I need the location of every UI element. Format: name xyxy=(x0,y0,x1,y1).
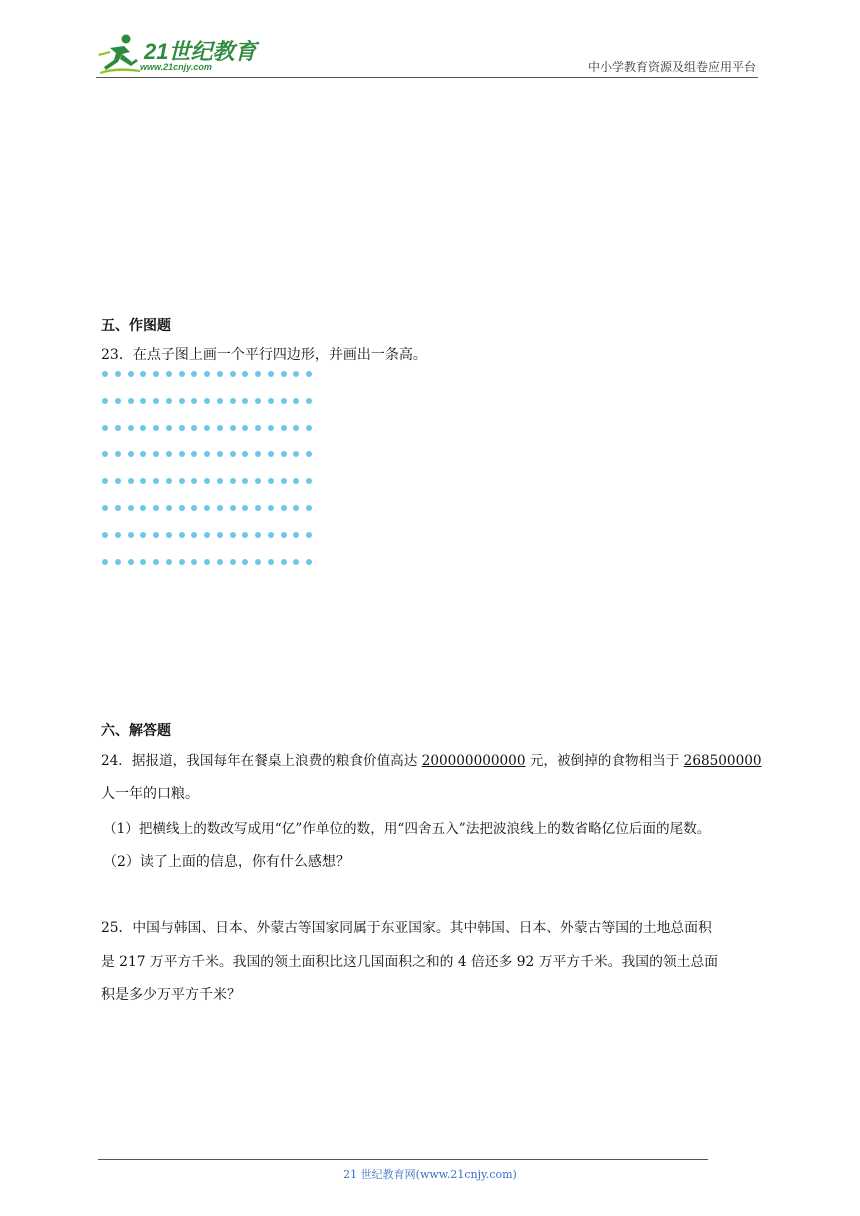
grid-dot[interactable] xyxy=(140,532,146,538)
grid-dot[interactable] xyxy=(293,505,299,511)
grid-dot[interactable] xyxy=(115,371,121,377)
grid-dot[interactable] xyxy=(115,451,121,457)
grid-dot[interactable] xyxy=(255,532,261,538)
grid-dot[interactable] xyxy=(191,425,197,431)
grid-dot[interactable] xyxy=(306,398,312,404)
grid-dot[interactable] xyxy=(115,559,121,565)
grid-dot[interactable] xyxy=(140,371,146,377)
grid-dot[interactable] xyxy=(217,532,223,538)
header-divider xyxy=(96,77,758,78)
grid-dot[interactable] xyxy=(128,478,134,484)
grid-dot[interactable] xyxy=(268,505,274,511)
wavy-underlined-number: 268500000 xyxy=(683,753,762,769)
grid-dot[interactable] xyxy=(102,371,108,377)
grid-dot[interactable] xyxy=(128,398,134,404)
grid-dot[interactable] xyxy=(268,451,274,457)
grid-dot[interactable] xyxy=(166,425,172,431)
grid-dot[interactable] xyxy=(306,371,312,377)
grid-dot[interactable] xyxy=(128,505,134,511)
grid-dot[interactable] xyxy=(217,505,223,511)
grid-dot[interactable] xyxy=(204,505,210,511)
grid-dot[interactable] xyxy=(217,478,223,484)
grid-dot[interactable] xyxy=(166,398,172,404)
grid-dot[interactable] xyxy=(242,425,248,431)
grid-dot[interactable] xyxy=(281,398,287,404)
grid-dot[interactable] xyxy=(268,559,274,565)
grid-dot[interactable] xyxy=(128,559,134,565)
grid-dot[interactable] xyxy=(140,425,146,431)
grid-dot[interactable] xyxy=(217,398,223,404)
question-24-line1 xyxy=(101,749,762,769)
grid-dot[interactable] xyxy=(230,451,236,457)
grid-dot[interactable] xyxy=(166,532,172,538)
grid-dot[interactable] xyxy=(179,478,185,484)
grid-dot[interactable] xyxy=(217,559,223,565)
grid-dot[interactable] xyxy=(281,505,287,511)
grid-dot[interactable] xyxy=(140,478,146,484)
logo-url: www.21cnjy.com xyxy=(140,62,212,72)
grid-dot[interactable] xyxy=(115,398,121,404)
grid-dot[interactable] xyxy=(153,425,159,431)
grid-dot[interactable] xyxy=(140,505,146,511)
grid-dot[interactable] xyxy=(293,559,299,565)
grid-dot[interactable] xyxy=(217,451,223,457)
grid-dot[interactable] xyxy=(293,532,299,538)
grid-dot[interactable] xyxy=(191,505,197,511)
grid-dot[interactable] xyxy=(102,425,108,431)
grid-dot[interactable] xyxy=(153,532,159,538)
grid-dot[interactable] xyxy=(230,559,236,565)
grid-dot[interactable] xyxy=(306,478,312,484)
grid-dot[interactable] xyxy=(255,398,261,404)
grid-dot[interactable] xyxy=(255,425,261,431)
grid-dot[interactable] xyxy=(242,371,248,377)
grid-dot[interactable] xyxy=(242,505,248,511)
grid-dot[interactable] xyxy=(115,478,121,484)
grid-dot[interactable] xyxy=(102,559,108,565)
underlined-number: 200000000000 xyxy=(421,753,526,769)
grid-dot[interactable] xyxy=(115,532,121,538)
grid-dot[interactable] xyxy=(179,505,185,511)
grid-dot[interactable] xyxy=(242,478,248,484)
grid-dot[interactable] xyxy=(102,532,108,538)
grid-dot[interactable] xyxy=(242,398,248,404)
grid-dot[interactable] xyxy=(230,505,236,511)
grid-dot[interactable] xyxy=(102,451,108,457)
grid-dot[interactable] xyxy=(204,478,210,484)
grid-dot[interactable] xyxy=(230,398,236,404)
grid-dot[interactable] xyxy=(153,371,159,377)
question-24-part1: （1）把横线上的数改写成用“亿”作单位的数，用“四舍五入”法把波浪线上的数省略亿位后面的尾数。 xyxy=(103,821,711,837)
runner-logo-icon xyxy=(96,32,142,76)
grid-dot[interactable] xyxy=(242,451,248,457)
question-23: 23．在点子图上画一个平行四边形，并画出一条高。 xyxy=(101,347,427,363)
header-tagline: 中小学教育资源及组卷应用平台 xyxy=(587,60,756,74)
grid-dot[interactable] xyxy=(255,559,261,565)
grid-dot[interactable] xyxy=(230,425,236,431)
grid-dot[interactable] xyxy=(281,451,287,457)
grid-dot[interactable] xyxy=(191,478,197,484)
grid-dot[interactable] xyxy=(293,451,299,457)
grid-dot[interactable] xyxy=(255,505,261,511)
grid-dot[interactable] xyxy=(268,478,274,484)
grid-dot[interactable] xyxy=(306,425,312,431)
footer-text: 21 世纪教育网(www.21cnjy.com) xyxy=(343,1168,517,1181)
grid-dot[interactable] xyxy=(217,425,223,431)
grid-dot[interactable] xyxy=(204,451,210,457)
grid-dot[interactable] xyxy=(268,425,274,431)
grid-dot[interactable] xyxy=(268,532,274,538)
grid-dot[interactable] xyxy=(166,451,172,457)
question-25-line3: 积是多少万平方千米？ xyxy=(101,987,241,1003)
section-title-draw: 五、作图题 xyxy=(101,318,171,334)
question-24-text-b: 元，被倒掉的食物相当于 xyxy=(525,753,684,769)
section-title-solve: 六、解答题 xyxy=(101,723,171,739)
grid-dot[interactable] xyxy=(281,478,287,484)
grid-dot[interactable] xyxy=(242,532,248,538)
grid-dot[interactable] xyxy=(230,532,236,538)
grid-dot[interactable] xyxy=(166,505,172,511)
question-24-line2: 人一年的口粮。 xyxy=(101,786,199,802)
grid-dot[interactable] xyxy=(166,559,172,565)
grid-dot[interactable] xyxy=(153,559,159,565)
grid-dot[interactable] xyxy=(306,451,312,457)
grid-dot[interactable] xyxy=(191,559,197,565)
question-25-line1: 25．中国与韩国、日本、外蒙古等国家同属于东亚国家。其中韩国、日本、外蒙古等国的土地总面积 xyxy=(101,920,712,936)
footer-divider xyxy=(98,1159,708,1160)
grid-dot[interactable] xyxy=(204,398,210,404)
grid-dot[interactable] xyxy=(191,532,197,538)
grid-dot[interactable] xyxy=(179,559,185,565)
grid-dot[interactable] xyxy=(255,478,261,484)
question-24-part2: （2）读了上面的信息，你有什么感想？ xyxy=(103,854,350,870)
grid-dot[interactable] xyxy=(293,398,299,404)
grid-dot[interactable] xyxy=(255,371,261,377)
grid-dot[interactable] xyxy=(281,532,287,538)
grid-dot[interactable] xyxy=(153,505,159,511)
grid-dot[interactable] xyxy=(281,371,287,377)
grid-dot[interactable] xyxy=(128,532,134,538)
grid-dot[interactable] xyxy=(230,478,236,484)
grid-dot[interactable] xyxy=(115,505,121,511)
grid-dot[interactable] xyxy=(179,532,185,538)
grid-dot[interactable] xyxy=(179,451,185,457)
question-25-line2: 是 217 万平方千米。我国的领土面积比这几国面积之和的 4 倍还多 92 万平方千米。我国的领土总面 xyxy=(101,954,719,970)
grid-dot[interactable] xyxy=(153,398,159,404)
grid-dot[interactable] xyxy=(153,478,159,484)
logo-text: 21世纪教育 xyxy=(144,39,257,64)
grid-dot[interactable] xyxy=(293,371,299,377)
grid-dot[interactable] xyxy=(140,398,146,404)
grid-dot[interactable] xyxy=(204,371,210,377)
grid-dot[interactable] xyxy=(128,425,134,431)
grid-dot[interactable] xyxy=(179,425,185,431)
grid-dot[interactable] xyxy=(115,425,121,431)
grid-dot[interactable] xyxy=(204,425,210,431)
grid-dot[interactable] xyxy=(306,532,312,538)
grid-dot[interactable] xyxy=(268,398,274,404)
grid-dot[interactable] xyxy=(306,559,312,565)
grid-dot[interactable] xyxy=(306,505,312,511)
grid-dot[interactable] xyxy=(230,371,236,377)
site-logo xyxy=(96,32,266,76)
grid-dot[interactable] xyxy=(293,478,299,484)
grid-dot[interactable] xyxy=(268,371,274,377)
grid-dot[interactable] xyxy=(217,371,223,377)
grid-dot[interactable] xyxy=(128,451,134,457)
grid-dot[interactable] xyxy=(191,371,197,377)
grid-dot[interactable] xyxy=(140,451,146,457)
grid-dot[interactable] xyxy=(281,425,287,431)
grid-dot[interactable] xyxy=(102,505,108,511)
grid-dot[interactable] xyxy=(255,451,261,457)
grid-dot[interactable] xyxy=(128,371,134,377)
grid-dot[interactable] xyxy=(102,478,108,484)
grid-dot[interactable] xyxy=(166,371,172,377)
grid-dot[interactable] xyxy=(153,451,159,457)
page-header xyxy=(96,28,756,78)
grid-dot[interactable] xyxy=(204,532,210,538)
question-24-text-a: 24．据报道，我国每年在餐桌上浪费的粮食价值高达 xyxy=(101,753,422,769)
grid-dot[interactable] xyxy=(166,478,172,484)
grid-dot[interactable] xyxy=(293,425,299,431)
grid-dot[interactable] xyxy=(204,559,210,565)
grid-dot[interactable] xyxy=(140,559,146,565)
grid-dot[interactable] xyxy=(102,398,108,404)
grid-dot[interactable] xyxy=(179,398,185,404)
grid-dot[interactable] xyxy=(281,559,287,565)
grid-dot[interactable] xyxy=(191,451,197,457)
grid-dot[interactable] xyxy=(179,371,185,377)
grid-dot[interactable] xyxy=(242,559,248,565)
grid-dot[interactable] xyxy=(191,398,197,404)
